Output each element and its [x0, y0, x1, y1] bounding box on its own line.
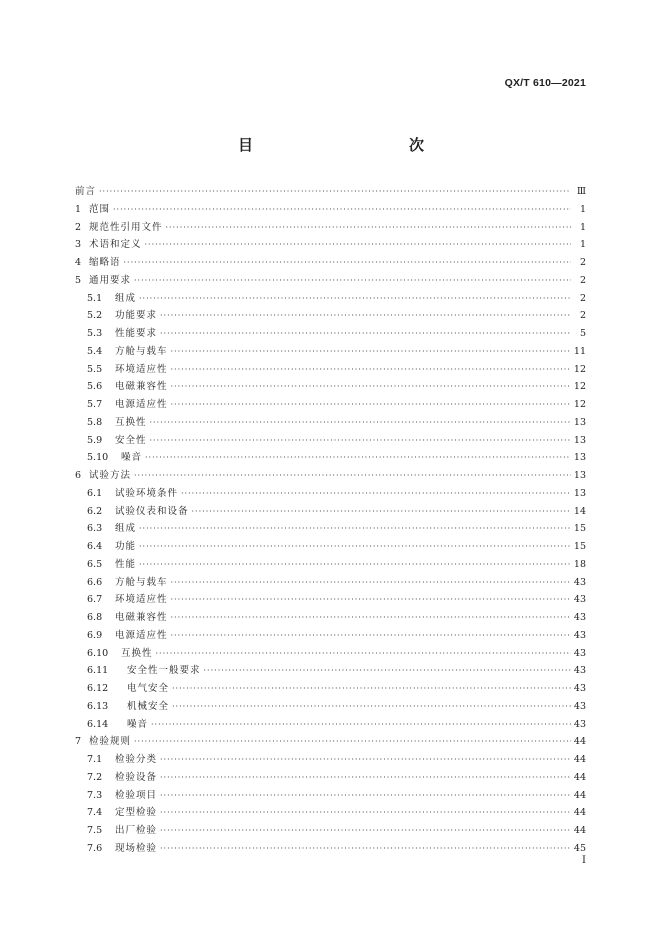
toc-entry[interactable] — [75, 254, 586, 272]
toc-entry-number: 5.4 — [87, 345, 103, 357]
toc-entry[interactable] — [75, 751, 586, 769]
toc-entry-label: 前言 — [75, 186, 97, 197]
toc-entry-page: 43 — [573, 576, 586, 588]
dot-leader — [113, 201, 571, 219]
toc-entry-page: 2 — [579, 257, 586, 268]
toc-entry-number: 4 — [75, 257, 82, 268]
toc-entry-page: 1 — [579, 203, 586, 215]
toc-entry-label: 性能 — [115, 558, 137, 570]
standard-code: QX/T 610—2021 — [504, 77, 586, 89]
toc-entry-label: 电源适应性 — [115, 629, 168, 641]
dot-leader — [99, 183, 571, 201]
toc-entry-page: 2 — [579, 310, 586, 322]
toc-entry-page: 12 — [573, 381, 586, 393]
toc-entry-number: 6.11 — [87, 665, 109, 677]
page-number: Ⅰ — [582, 855, 586, 866]
toc-entry-number: 6.5 — [87, 558, 103, 570]
toc-entry[interactable] — [75, 219, 586, 237]
dot-leader — [134, 467, 571, 485]
toc-entry-page: 43 — [573, 594, 586, 606]
dot-leader — [150, 414, 571, 432]
toc-entry-label: 检验项目 — [115, 789, 158, 801]
dot-leader — [171, 343, 571, 361]
dot-leader — [166, 219, 571, 237]
toc-entry-page: 43 — [573, 629, 586, 641]
dot-leader — [172, 698, 571, 716]
toc-entry-label: 定型检验 — [115, 807, 158, 819]
toc-entry-page: 18 — [573, 558, 586, 570]
dot-leader — [172, 680, 571, 698]
toc-entry-number: 1 — [75, 203, 82, 215]
dot-leader — [139, 538, 571, 556]
toc-entry-label: 机械安全 — [127, 700, 170, 712]
toc-entry-label: 电磁兼容性 — [115, 381, 168, 393]
toc-entry[interactable] — [75, 787, 586, 805]
toc-entry-number: 5.8 — [87, 416, 103, 428]
toc-entry[interactable] — [75, 396, 586, 414]
dot-leader — [134, 733, 571, 751]
toc-entry[interactable] — [75, 733, 586, 751]
toc-entry-label: 环境适应性 — [115, 363, 168, 375]
toc-entry-label: 功能 — [115, 541, 137, 552]
dot-leader — [160, 787, 571, 805]
toc-entry-page: 43 — [573, 700, 586, 712]
toc-entry[interactable] — [75, 432, 586, 450]
toc-entry[interactable] — [75, 556, 586, 574]
toc-entry[interactable] — [75, 698, 586, 716]
toc-entry-number: 6.8 — [87, 612, 103, 623]
dot-leader — [145, 449, 571, 467]
toc-entry-number: 6.1 — [87, 487, 103, 499]
toc-entry-page: 14 — [573, 505, 586, 517]
toc-entry-label: 方舱与载车 — [115, 576, 168, 588]
toc-entry-page: 13 — [573, 470, 586, 481]
toc-entry-number: 2 — [75, 221, 82, 233]
dot-leader — [139, 556, 571, 574]
dot-leader — [124, 254, 571, 272]
toc-entry-page: 44 — [573, 771, 586, 783]
toc-entry[interactable] — [75, 662, 586, 680]
toc-entry-label: 术语和定义 — [89, 239, 142, 251]
toc-entry-page: 1 — [579, 239, 586, 251]
toc-entry-number: 6.3 — [87, 523, 103, 535]
toc-entry[interactable] — [75, 822, 586, 840]
toc-entry-page: 43 — [573, 665, 586, 677]
toc-entry-number: 5.9 — [87, 434, 103, 446]
dot-leader — [139, 520, 571, 538]
toc-entry-number: 6.7 — [87, 594, 103, 606]
toc-entry-number: 6.14 — [87, 718, 109, 730]
toc-entry[interactable] — [75, 485, 586, 503]
toc-entry-number: 6.10 — [87, 647, 109, 659]
toc-entry-page: Ⅲ — [576, 186, 586, 197]
toc-entry-number: 6.9 — [87, 629, 103, 641]
toc-entry-label: 现场检验 — [115, 842, 158, 854]
toc-entry-number: 3 — [75, 239, 82, 251]
dot-leader — [160, 822, 571, 840]
toc-entry-page: 1 — [579, 221, 586, 233]
dot-leader — [145, 236, 571, 254]
toc-entry-label: 性能要求 — [115, 328, 158, 339]
toc-entry-page: 43 — [573, 612, 586, 623]
toc-entry-label: 通用要求 — [89, 274, 132, 286]
toc-entry-page: 44 — [573, 736, 586, 748]
dot-leader — [171, 591, 571, 609]
toc-entry[interactable] — [75, 236, 586, 254]
toc-entry-page: 13 — [573, 416, 586, 428]
toc-entry[interactable] — [75, 307, 586, 325]
toc-entry[interactable] — [75, 840, 586, 858]
toc-entry-label: 组成 — [115, 523, 137, 535]
toc-entry-number: 7.5 — [87, 825, 103, 836]
toc-entry-label: 试验方法 — [89, 470, 132, 481]
toc-entry-page: 2 — [579, 274, 586, 286]
toc-entry[interactable] — [75, 716, 586, 734]
toc-entry-label: 功能要求 — [115, 310, 158, 322]
toc-entry-number: 7.4 — [87, 807, 103, 819]
toc-entry-label: 互换性 — [115, 416, 147, 428]
toc-entry-label: 试验环境条件 — [115, 487, 179, 499]
toc-entry-page: 5 — [579, 328, 586, 339]
toc-entry[interactable] — [75, 680, 586, 698]
toc-entry-label: 噪音 — [121, 452, 143, 464]
toc-entry[interactable] — [75, 645, 586, 663]
toc-entry-number: 7.2 — [87, 771, 103, 783]
toc-entry-label: 范围 — [89, 203, 111, 215]
toc-entry-number: 7.1 — [87, 754, 103, 765]
dot-leader — [171, 378, 571, 396]
dot-leader — [160, 751, 571, 769]
toc-entry[interactable] — [75, 467, 586, 485]
toc-entry[interactable] — [75, 378, 586, 396]
dot-leader — [171, 574, 571, 592]
toc-entry[interactable] — [75, 520, 586, 538]
toc-entry-label: 安全性 — [115, 434, 147, 446]
toc-entry[interactable] — [75, 290, 586, 308]
toc-entry-number: 6.2 — [87, 505, 103, 517]
toc-entry-number: 6.4 — [87, 541, 103, 552]
toc-entry-label: 试验仪表和设备 — [115, 505, 189, 517]
toc-entry-label: 方舱与载车 — [115, 345, 168, 357]
toc-entry[interactable] — [75, 325, 586, 343]
toc-entry-number: 5.1 — [87, 292, 103, 304]
toc-entry[interactable] — [75, 503, 586, 521]
dot-leader — [171, 609, 571, 627]
dot-leader — [171, 361, 571, 379]
toc-entry[interactable] — [75, 769, 586, 787]
toc-entry-label: 电源适应性 — [115, 399, 168, 410]
toc-entry[interactable] — [75, 538, 586, 556]
dot-leader — [160, 769, 571, 787]
toc-entry-page: 43 — [573, 718, 586, 730]
toc-entry-page: 13 — [573, 452, 586, 464]
toc-entry-page: 12 — [573, 399, 586, 410]
toc-entry[interactable] — [75, 609, 586, 627]
dot-leader — [151, 716, 571, 734]
toc-entry-page: 45 — [573, 842, 586, 854]
toc-entry[interactable] — [75, 627, 586, 645]
toc-entry-page: 43 — [573, 647, 586, 659]
toc-entry-page: 13 — [573, 434, 586, 446]
toc-entry-page: 44 — [573, 789, 586, 801]
toc-entry-label: 缩略语 — [89, 257, 121, 268]
toc-entry-page: 13 — [573, 487, 586, 499]
toc-entry-label: 检验设备 — [115, 771, 158, 783]
dot-leader — [156, 645, 571, 663]
toc-entry[interactable] — [75, 804, 586, 822]
toc-entry-number: 6.6 — [87, 576, 103, 588]
toc-entry-label: 规范性引用文件 — [89, 221, 163, 233]
toc-entry-page: 44 — [573, 754, 586, 765]
dot-leader — [134, 272, 571, 290]
page-title: 目 次 — [237, 136, 466, 154]
dot-leader — [160, 325, 571, 343]
toc-entry-label: 电磁兼容性 — [115, 612, 168, 623]
toc-entry[interactable] — [75, 183, 586, 201]
toc-entry-label: 出厂检验 — [115, 825, 158, 836]
toc-entry-label: 检验规则 — [89, 736, 132, 748]
toc-entry-page: 44 — [573, 825, 586, 836]
toc-entry[interactable] — [75, 574, 586, 592]
toc-entry[interactable] — [75, 272, 586, 290]
toc-entry-page: 2 — [579, 292, 586, 304]
toc-entry-number: 5 — [75, 274, 82, 286]
toc-entry[interactable] — [75, 201, 586, 219]
dot-leader — [181, 485, 571, 503]
toc-entry-label: 环境适应性 — [115, 594, 168, 606]
toc-entry-number: 5.3 — [87, 328, 103, 339]
toc-entry-number: 6 — [75, 470, 82, 481]
dot-leader — [150, 432, 571, 450]
toc-entry[interactable] — [75, 449, 586, 467]
toc-entry-label: 检验分类 — [115, 754, 158, 765]
toc-entry-page: 11 — [573, 345, 586, 357]
toc-entry-number: 5.2 — [87, 310, 103, 322]
dot-leader — [171, 627, 571, 645]
toc-entry[interactable] — [75, 361, 586, 379]
toc-entry-label: 组成 — [115, 292, 137, 304]
toc-entry-number: 6.13 — [87, 700, 109, 712]
toc-entry-number: 7.3 — [87, 789, 103, 801]
toc-entry-number: 7.6 — [87, 842, 103, 854]
toc-entry-page: 15 — [573, 523, 586, 535]
toc-entry-label: 电气安全 — [127, 683, 170, 694]
dot-leader — [171, 396, 571, 414]
toc-entry-page: 12 — [573, 363, 586, 375]
dot-leader — [160, 840, 571, 858]
toc-entry[interactable] — [75, 414, 586, 432]
toc-entry-page: 43 — [573, 683, 586, 694]
toc-entry-number: 5.5 — [87, 363, 103, 375]
toc-entry-label: 互换性 — [121, 647, 153, 659]
toc-entry[interactable] — [75, 591, 586, 609]
toc-entry-number: 5.6 — [87, 381, 103, 393]
dot-leader — [160, 307, 571, 325]
dot-leader — [204, 662, 571, 680]
toc-entry-number: 5.10 — [87, 452, 109, 464]
toc-entry[interactable] — [75, 343, 586, 361]
table-of-contents — [75, 183, 586, 858]
toc-entry-page: 44 — [573, 807, 586, 819]
dot-leader — [160, 804, 571, 822]
toc-entry-number: 6.12 — [87, 683, 109, 694]
dot-leader — [192, 503, 571, 521]
toc-entry-label: 噪音 — [127, 718, 149, 730]
toc-entry-number: 7 — [75, 736, 82, 748]
toc-entry-number: 5.7 — [87, 399, 103, 410]
toc-entry-page: 15 — [573, 541, 586, 552]
toc-entry-label: 安全性一般要求 — [127, 665, 201, 677]
dot-leader — [139, 290, 571, 308]
